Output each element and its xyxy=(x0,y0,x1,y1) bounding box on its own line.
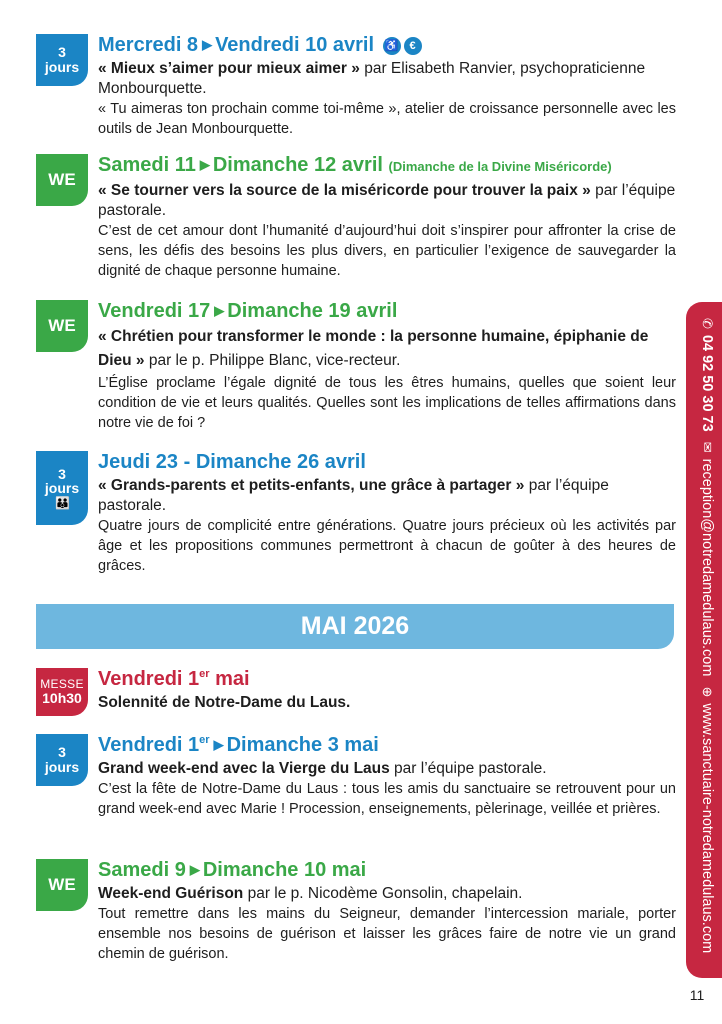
contact-sidebar xyxy=(686,302,722,978)
event-title xyxy=(98,476,676,516)
duration-badge xyxy=(36,451,88,525)
date-end: Vendredi 10 avril xyxy=(215,34,375,56)
contact-sidebar-text xyxy=(699,312,715,972)
badge-line2: jours xyxy=(44,759,80,775)
date-rest: mai xyxy=(209,668,250,690)
date-day: Vendredi 1 xyxy=(98,668,200,690)
event-title xyxy=(98,59,676,99)
event-solennite xyxy=(36,668,676,713)
date-start: Samedi 11 xyxy=(98,154,196,176)
event-speaker: par l’équipe pastorale. xyxy=(98,477,609,514)
phone-icon: ✆ xyxy=(700,318,715,329)
arrow-right-icon: ▶ xyxy=(213,737,224,752)
event-title-text: « Se tourner vers la source de la miséricorde pour trouver la paix » xyxy=(98,182,591,199)
event-grands-parents xyxy=(36,451,676,576)
date-end: Dimanche 19 avril xyxy=(227,300,398,322)
event-title xyxy=(98,884,676,904)
date-sup: er xyxy=(199,668,210,680)
badge-line1: MESSE xyxy=(40,677,84,692)
event-date xyxy=(98,34,676,56)
date-sup: er xyxy=(199,734,210,746)
event-source-misericorde xyxy=(36,154,676,281)
arrow-right-icon: ▶ xyxy=(214,303,225,318)
event-description: C’est de cet amour dont l’humanité d’aujourd’hui doit s’inspirer pour affronter la crise de sens, les défis des besoins les plus divers, en particulier l’exigence de sauvegarder la dignité de chaque personne humaine. xyxy=(98,223,676,279)
event-speaker: par le p. Philippe Blanc, vice-recteur. xyxy=(144,352,401,369)
date-range: Jeudi 23 - Dimanche 26 avril xyxy=(98,451,366,473)
badge-line2: 10h30 xyxy=(42,689,82,706)
family-icon: 👪 xyxy=(55,495,69,510)
weekend-badge xyxy=(36,154,88,206)
arrow-right-icon: ▶ xyxy=(202,37,213,52)
contact-phone[interactable]: 04 92 50 30 73 xyxy=(699,334,715,432)
date-end: Dimanche 3 mai xyxy=(226,734,379,756)
event-date xyxy=(98,668,676,690)
contact-email[interactable]: reception@notredamedulaus.com xyxy=(699,458,715,677)
event-grand-week-end xyxy=(36,734,676,819)
event-title xyxy=(98,693,676,713)
date-end: Dimanche 10 mai xyxy=(202,859,367,881)
badge-line1: WE xyxy=(48,316,76,336)
email-icon: ✉ xyxy=(700,441,715,453)
event-speaker: par Elisabeth Ranvier, psychopraticienne Monbourquette. xyxy=(98,60,646,97)
event-title-text: « Chrétien pour transformer le monde : la personne humaine, épiphanie de Dieu » xyxy=(98,328,649,369)
date-end: Dimanche 12 avril xyxy=(212,154,383,176)
weekend-badge xyxy=(36,859,88,911)
date-start: Vendredi 17 xyxy=(98,300,211,322)
badge-line2: jours xyxy=(44,59,80,75)
date-start: Mercredi 8 xyxy=(98,34,199,56)
date-note: (Dimanche de la Divine Miséricorde) xyxy=(388,159,612,174)
euro-icon: € xyxy=(404,37,422,55)
event-week-end-guerison xyxy=(36,859,676,964)
event-chretien-transformer xyxy=(36,300,676,433)
event-date xyxy=(98,154,676,178)
event-speaker: par l’équipe pastorale. xyxy=(98,182,676,219)
event-title-text: « Grands-parents et petits-enfants, une grâce à partager » xyxy=(98,477,525,494)
arrow-right-icon: ▶ xyxy=(189,862,200,877)
month-header: MAI 2026 xyxy=(36,604,674,649)
badge-line2: jours xyxy=(44,480,80,497)
event-date xyxy=(98,859,676,881)
badge-line1: WE xyxy=(48,170,76,190)
event-description: Tout remettre dans les mains du Seigneur, demander l’intercession mariale, porter ensemble nos besoins de guérison et laisser les grâces faire de notre vie un grand chemin de guérison. xyxy=(98,906,676,962)
date-day: Vendredi 1 xyxy=(98,734,200,756)
event-description: Quatre jours de complicité entre générations. Quatre jours précieux où les activités par âge et les propositions communes permettront à chacun de goûter à des heures de grâces. xyxy=(98,518,676,574)
event-title-text: Week-end Guérison xyxy=(98,885,244,902)
event-title xyxy=(98,181,676,221)
arrow-right-icon: ▶ xyxy=(199,157,210,172)
event-date xyxy=(98,300,676,322)
event-date xyxy=(98,451,676,473)
duration-badge xyxy=(36,734,88,786)
event-title-text: « Mieux s’aimer pour mieux aimer » xyxy=(98,60,360,77)
badge-line1: 3 xyxy=(58,465,66,482)
event-title xyxy=(98,759,676,779)
event-date xyxy=(98,734,676,756)
event-speaker: par le p. Nicodème Gonsolin, chapelain. xyxy=(243,885,523,902)
mass-badge xyxy=(36,668,88,716)
event-mieux-s-aimer xyxy=(36,34,676,139)
event-description: C’est la fête de Notre-Dame du Laus : tous les amis du sanctuaire se retrouvent pour un grand week-end avec Marie ! Procession, enseignements, pèlerinage, veillée et prières. xyxy=(98,781,676,817)
duration-badge xyxy=(36,34,88,86)
event-description: L’Église proclame l’égale dignité de tous les êtres humains, quelles que soient leur condition de vie et leurs qualités. Quelles sont les implications de telles affirmations dans notre vie de foi ? xyxy=(98,375,676,431)
event-title xyxy=(98,325,676,373)
event-speaker: par l’équipe pastorale. xyxy=(389,760,547,777)
contact-website[interactable]: www.sanctuaire-notredamedulaus.com xyxy=(699,703,715,954)
globe-icon: ⊕ xyxy=(700,686,715,698)
page-number: 11 xyxy=(689,987,705,1003)
event-title-text: Grand week-end avec la Vierge du Laus xyxy=(98,760,390,777)
badge-line1: 3 xyxy=(58,44,66,61)
badge-line1: WE xyxy=(48,875,76,895)
date-start: Samedi 9 xyxy=(98,859,186,881)
event-description: « Tu aimeras ton prochain comme toi-même », atelier de croissance personnelle avec les outils de Jean Monbourquette. xyxy=(98,101,676,137)
badge-line1: 3 xyxy=(58,744,66,761)
accessibility-icon: ♿ xyxy=(383,37,401,55)
event-title-text: Solennité de Notre-Dame du Laus. xyxy=(98,694,351,711)
weekend-badge xyxy=(36,300,88,352)
